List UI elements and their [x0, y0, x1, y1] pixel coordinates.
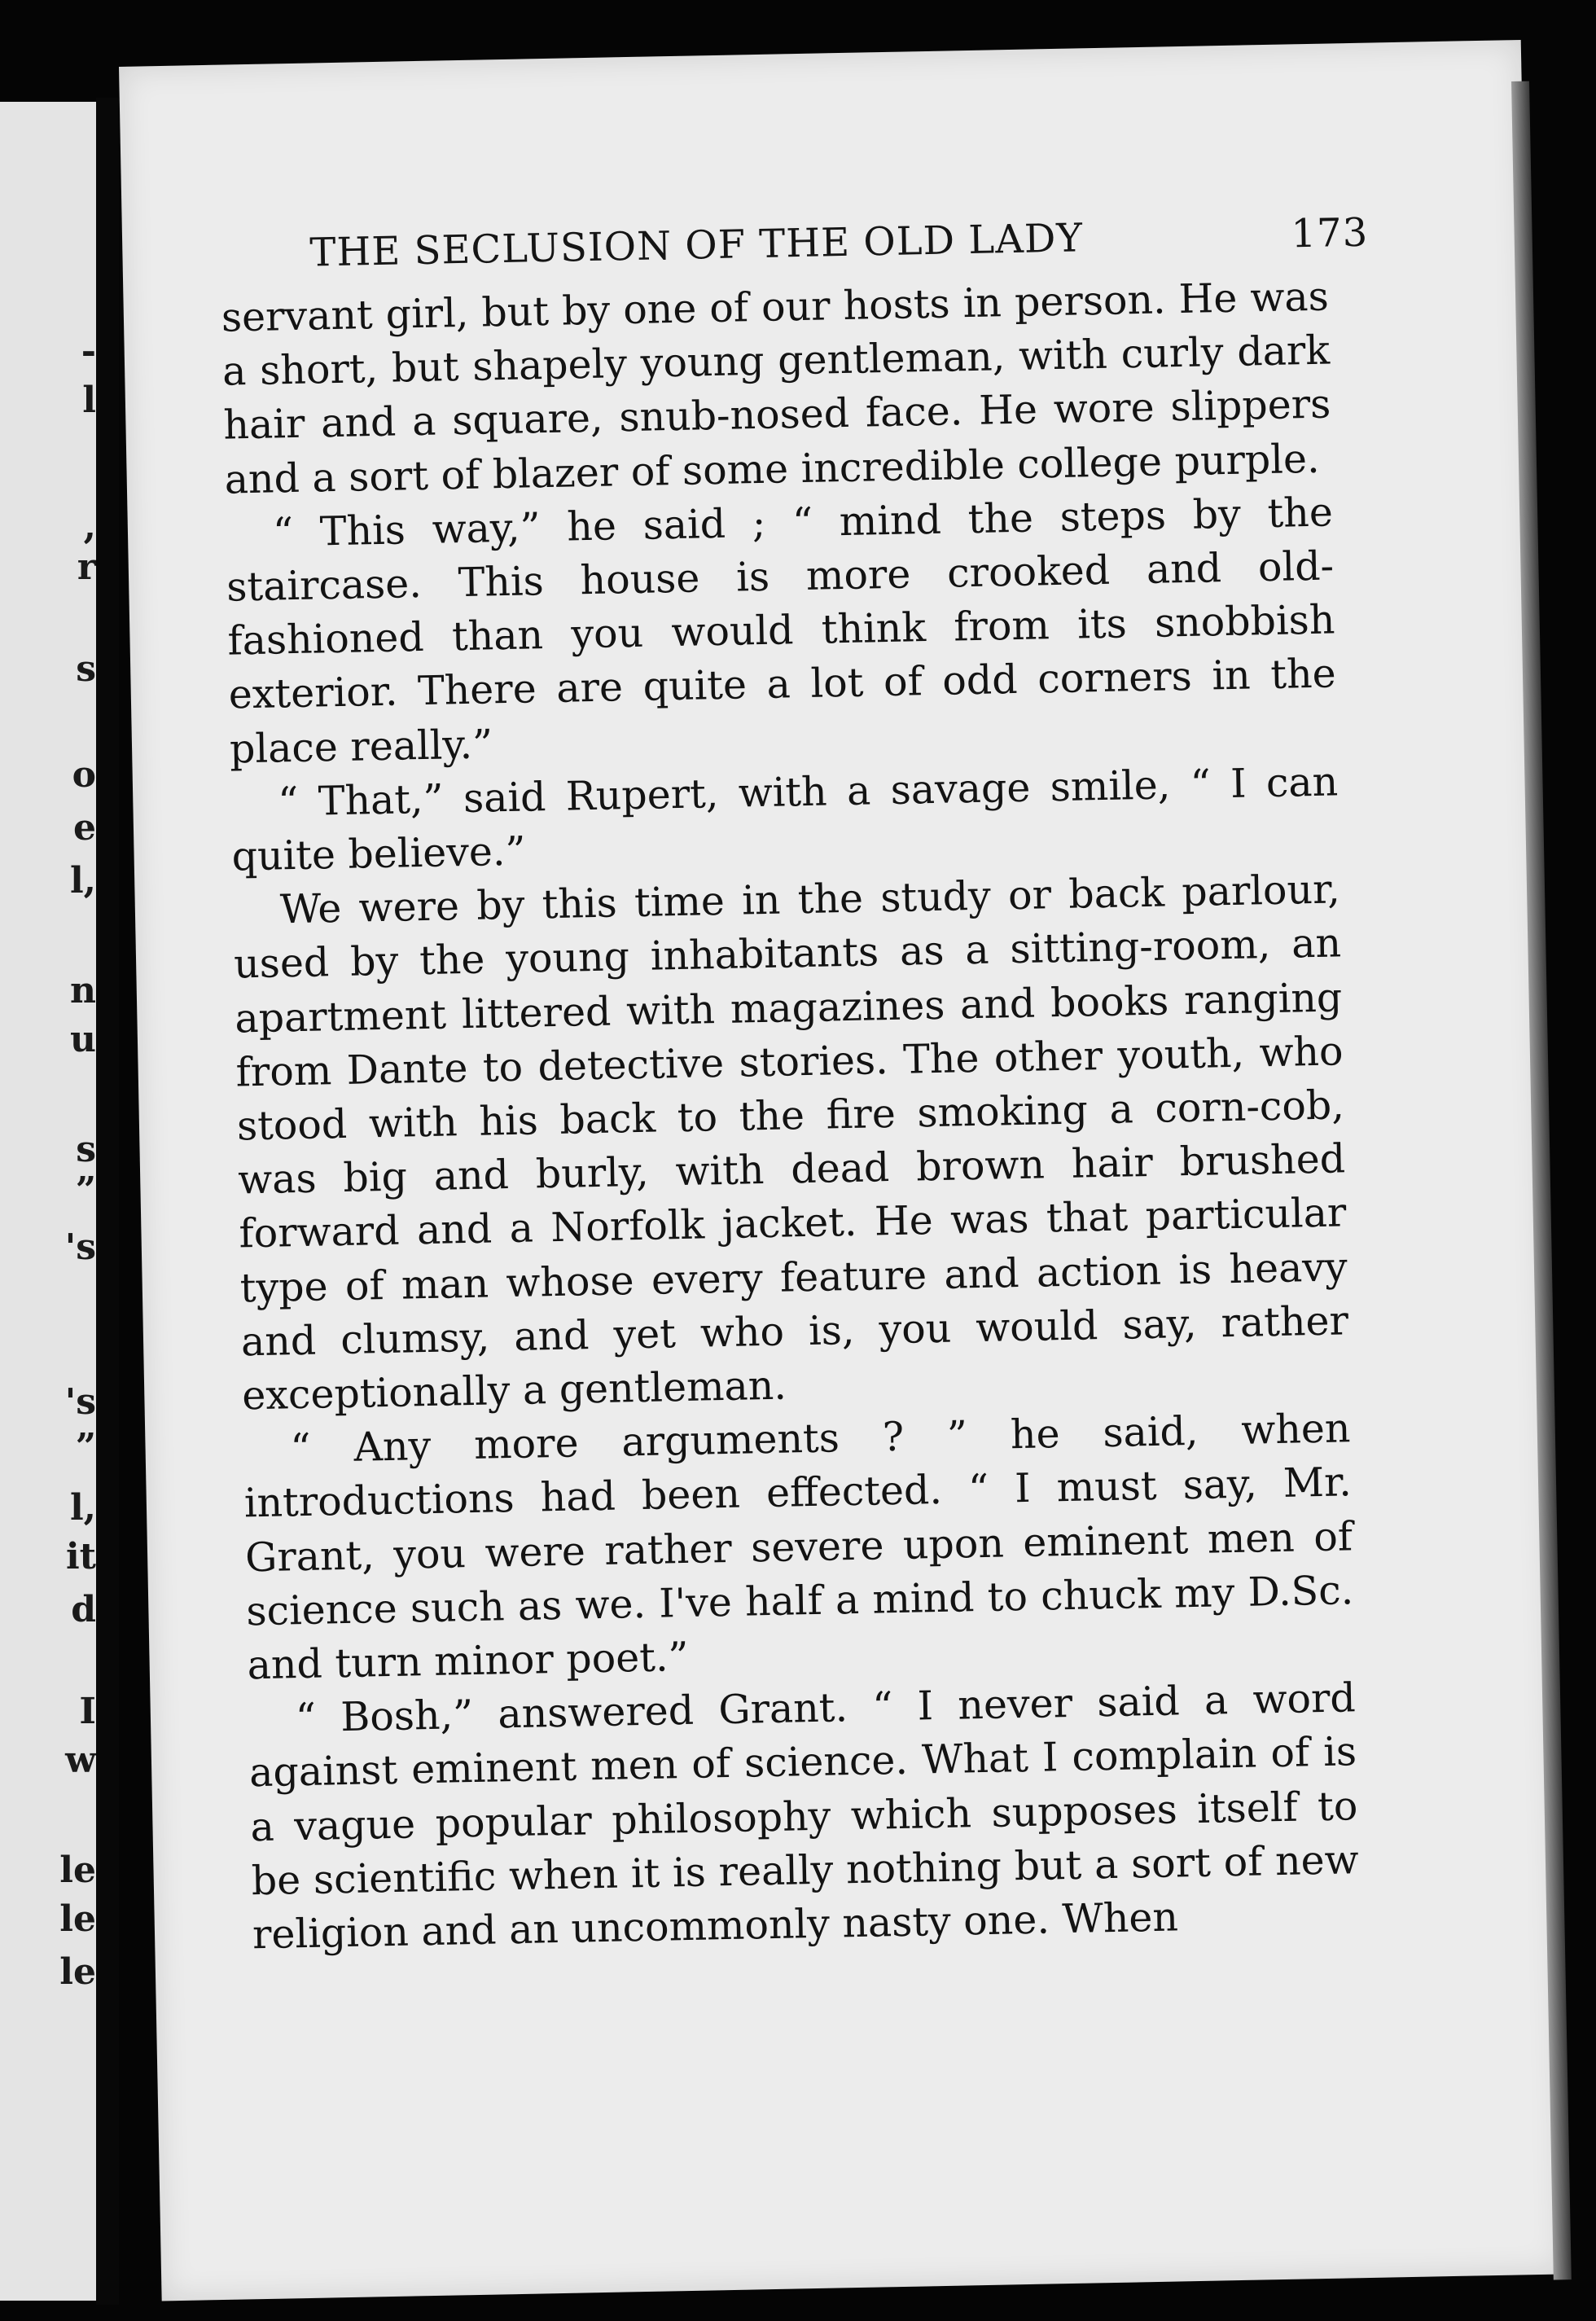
facing-page-fragment: ” [75, 1426, 96, 1468]
facing-page-fragment: it [65, 1536, 96, 1577]
paragraph: “ Any more arguments ? ” he said, when introductions had been effected. “ I must say, Mr. Grant, you were rather severe upon eminent men of science such as we. I've half a mind to chuck my D.Sc. and turn minor poet.” [243, 1405, 1354, 1689]
facing-page-fragment: l, [69, 1487, 96, 1529]
paragraph: “ That,” said Rupert, with a savage smile, “ I can quite believe.” [231, 758, 1339, 880]
facing-page-fragment: , [83, 506, 96, 547]
page-number: 173 [1291, 209, 1369, 257]
book-gutter [96, 98, 119, 2305]
running-header [309, 210, 1369, 276]
facing-page-fragment: o [72, 754, 96, 796]
paragraph: “ This way,” he said ; “ mind the steps by the staircase. This house is more crooked and old-fashioned than you would think from its snobbish exterior. There are quite a lot of odd corners in the place really.” [226, 489, 1337, 773]
facing-page-fragment: w [65, 1740, 96, 1781]
facing-page-fragment: 's [64, 1226, 96, 1268]
facing-page-fragment: le [59, 1898, 96, 1940]
book-page [119, 40, 1563, 2301]
facing-page-fragment: l, [69, 860, 96, 902]
facing-page-fragment: l [82, 380, 96, 421]
paragraph: “ Bosh,” answered Grant. “ I never said a word against eminent men of science. What I complain of is a vague popular philosophy which supposes itself to be scientific when it is really nothing but a sort of new religion and an uncommonly nasty one. When [248, 1674, 1360, 1959]
facing-page-fragment: - [81, 331, 96, 372]
facing-page-fragment: ” [75, 1169, 96, 1211]
paragraph: servant girl, but by one of our hosts in person. He was a short, but shapely young gentleman, with curly dark hair and a square, snub-nosed face. He wore slippers and a sort of blazer of some incredible college purple. [221, 273, 1331, 503]
facing-page-fragment: I [79, 1691, 96, 1732]
facing-page-fragment: e [73, 807, 96, 849]
paragraph: We were by this time in the study or back parlour, used by the young inhabitants as a sitting-room, an apartment littered with magazines and books ranging from Dante to detective stories. The other youth, who stood with his back to the fire smoking a corn-cob, was big and burly, with dead brown hair brushed forward and a Norfolk jacket. He was that particular type of man whose every feature and action is heavy and clumsy, and yet who is, you would say, rather exceptionally a gentleman. [233, 866, 1349, 1419]
facing-page-fragment: r [77, 546, 96, 588]
body-text [221, 270, 1360, 1963]
facing-page-fragment: s [76, 1129, 96, 1170]
facing-page-fragment: s [76, 648, 96, 690]
running-title: THE SECLUSION OF THE OLD LADY [309, 215, 1084, 276]
facing-page [0, 102, 96, 2301]
facing-page-fragment: le [59, 1951, 96, 1993]
facing-page-fragment: n [70, 970, 96, 1011]
facing-page-fragment: 's [64, 1381, 96, 1423]
facing-page-fragment: le [59, 1849, 96, 1891]
facing-page-fragment: u [70, 1019, 96, 1060]
facing-page-fragment: d [71, 1589, 96, 1630]
